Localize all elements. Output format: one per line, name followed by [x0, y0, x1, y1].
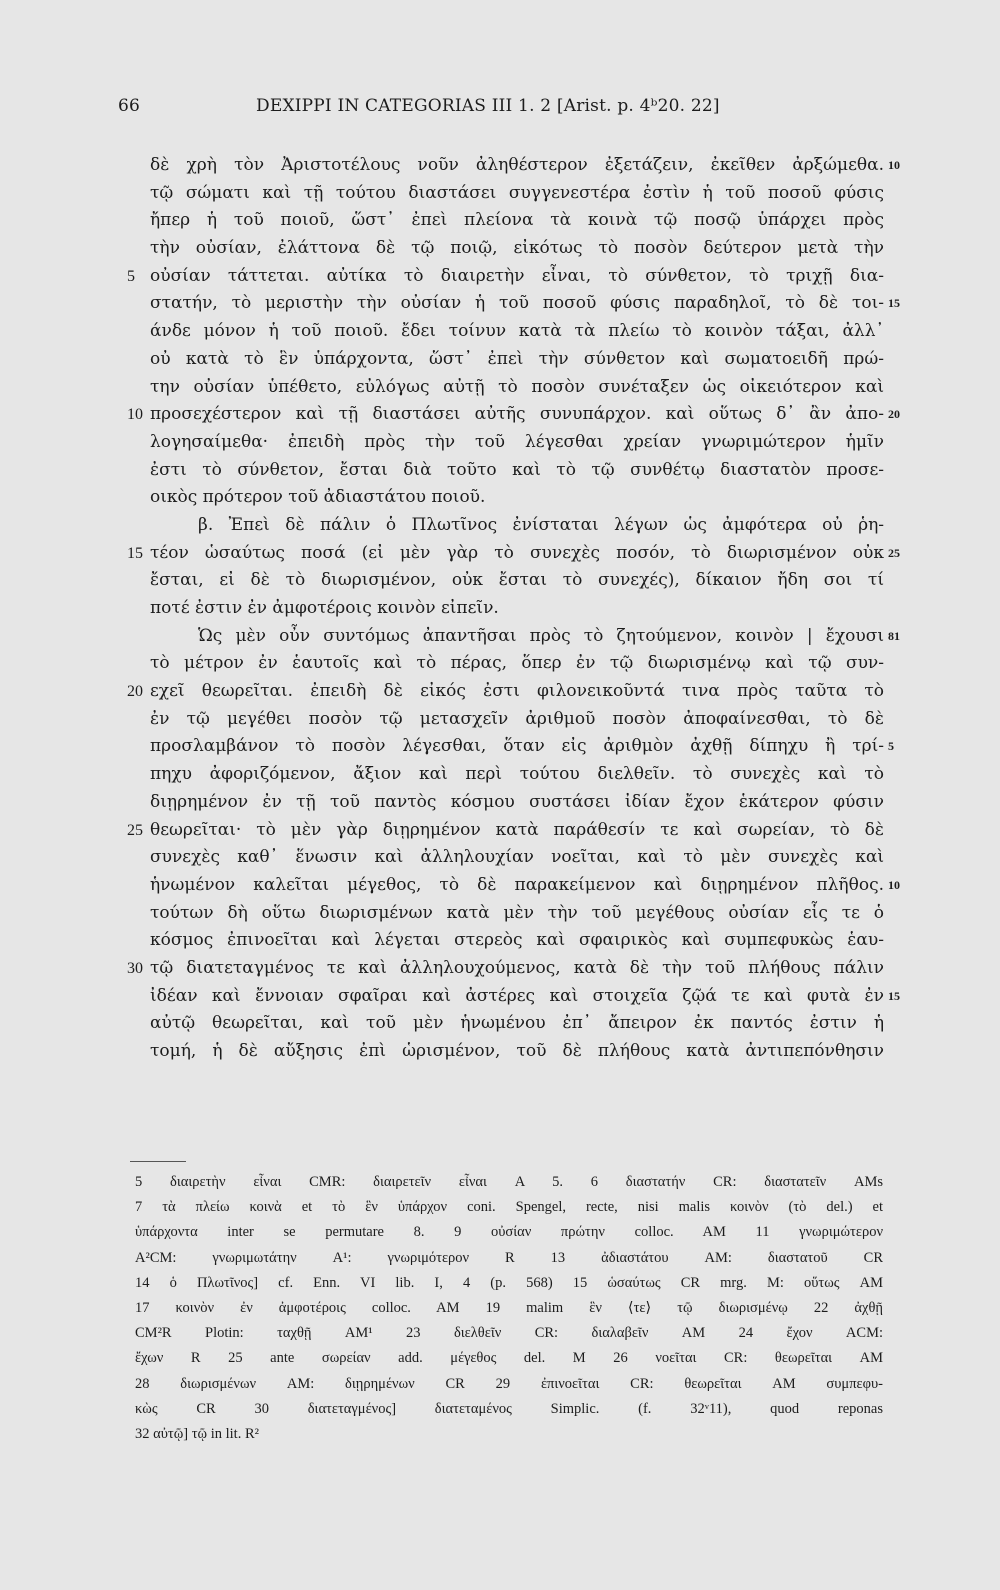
text-line: [0, 457, 1000, 485]
text-line: [0, 1038, 1000, 1066]
line-number: 20: [127, 683, 143, 701]
text-line: [0, 706, 1000, 734]
line-text: διῃρημένον ἐν τῇ τοῦ παντὸς κόσμου συστάσει ἰδίαν ἔχον ἑκάτερον φύσιν: [150, 791, 884, 812]
footnote-separator: [130, 1161, 186, 1162]
margin-reference: 10: [888, 877, 900, 892]
apparatus-line: ὑπάρχοντα inter se permutare 8. 9 οὐσίαν πρώτην colloc. AM 11 γνωριμώτερον: [135, 1224, 883, 1241]
line-text: δὲ χρὴ τὸν Ἀριστοτέλους νοῦν ἀληθέστερον ἐξετάζειν, ἐκεῖθεν ἀρξώμεθα.: [150, 155, 884, 175]
line-number: 30: [127, 959, 143, 977]
margin-reference: 25: [888, 545, 900, 560]
line-text: ἐστι τὸ σύνθετον, ἔσται διὰ τοῦτο καὶ τὸ τῷ συνθέτῳ διαστατὸν προσε-: [150, 459, 884, 480]
margin-reference: 20: [888, 407, 900, 422]
line-text: οὐ κατὰ τὸ ἓν ὑπάρχοντα, ὥστ᾽ ἐπεὶ τὴν σύνθετον καὶ σωματοειδῆ πρώ-: [150, 348, 884, 369]
apparatus-line: 5 διαιρετὴν εἶναι CMR: διαιρετεῖν εἶναι A 5. 6 διαστατήν CR: διαστατεῖν AMs: [135, 1174, 883, 1190]
apparatus-line: κὼς CR 30 διατεταγμένος] διατεταμένος Simplic. (f. 32ᵛ11), quod reponas: [135, 1400, 883, 1417]
margin-reference: 10: [888, 158, 900, 172]
text-line: [0, 346, 1000, 374]
text-line: [0, 678, 1000, 706]
text-line: [0, 567, 1000, 595]
apparatus-line: 17 κοινὸν ἐν ἀμφοτέροις colloc. AM 19 malim ἓν ⟨τε⟩ τῷ διωρισμένῳ 22 ἀχθῇ: [135, 1300, 883, 1316]
text-line: [0, 983, 1000, 1011]
line-text: προσλαμβάνον τὸ ποσὸν λέγεσθαι, ὅταν εἰς ἀριθμὸν ἀχθῇ δίπηχυ ἢ τρί-: [150, 736, 884, 757]
text-line: [0, 263, 1000, 291]
text-line: [0, 872, 1000, 900]
line-text: τὴν οὐσίαν, ἐλάττονα δὲ τῷ ποιῷ, εἰκότως τὸ ποσὸν δεύτερον μετὰ τὴν: [150, 238, 884, 259]
apparatus-line: 32 αὐτῷ] τῷ in lit. R²: [135, 1426, 259, 1442]
apparatus-line: A²CM: γνωριμωτάτην A¹: γνωριμότερον R 13 ἀδιαστάτου AM: διαστατοῦ CR: [135, 1249, 883, 1266]
text-line: [0, 374, 1000, 402]
line-text: β. Ἐπεὶ δὲ πάλιν ὁ Πλωτῖνος ἐνίσταται λέγων ὡς ἀμφότερα οὐ ῥη-: [198, 514, 884, 535]
apparatus-line: 28 διωρισμένων AM: διῃρημένων CR 29 ἐπινοεῖται CR: θεωρεῖται AM συμπεφυ-: [135, 1375, 883, 1392]
line-text: θεωρεῖται· τὸ μὲν γὰρ διῃρημένον κατὰ παράθεσίν τε καὶ σωρείαν, τὸ δὲ: [150, 819, 884, 840]
text-line: [0, 650, 1000, 678]
text-line: [0, 180, 1000, 208]
text-line: [0, 1010, 1000, 1038]
line-text: τέον ὡσαύτως ποσά (εἰ μὲν γὰρ τὸ συνεχὲς ποσόν, τὸ διωρισμένον οὐκ: [150, 542, 884, 563]
line-text: προσεχέστερον καὶ τῇ διαστάσει αὐτῆς συνυπάρχον. καὶ οὕτως δ᾽ ἂν ἀπο-: [150, 404, 884, 425]
text-line: [0, 761, 1000, 789]
line-text: ἡνωμένον καλεῖται μέγεθος, τὸ δὲ παρακείμενον καὶ διῃρημένον πλῆθος.: [150, 874, 884, 895]
text-line: [0, 955, 1000, 983]
margin-reference: 15: [888, 296, 900, 311]
line-text: εχεῖ θεωρεῖται. ἐπειδὴ δὲ εἰκός ἐστι φιλονεικοῦντά τινα πρὸς ταῦτα τὸ: [150, 681, 884, 702]
text-line: [0, 318, 1000, 346]
line-text: την οὐσίαν ὑπέθετο, εὐλόγως αὐτῇ τὸ ποσὸν συνέταξεν ὡς οἰκειότερον καὶ: [150, 376, 884, 397]
text-line: [0, 900, 1000, 928]
text-line: [0, 512, 1000, 540]
line-text: πηχυ ἀφοριζόμενον, ἄξιον καὶ περὶ τούτου διελθεῖν. τὸ συνεχὲς καὶ τὸ: [150, 764, 884, 785]
margin-reference: 81: [888, 628, 900, 643]
text-line: [0, 595, 1000, 623]
text-line: [0, 207, 1000, 235]
text-line: [0, 817, 1000, 845]
apparatus-line: 14 ὁ Πλωτῖνος] cf. Enn. VI lib. I, 4 (p. 568) 15 ὡσαύτως CR mrg. M: οὕτως AM: [135, 1274, 883, 1291]
line-text: οὐσίαν τάττεται. αὐτίκα τὸ διαιρετὴν εἶναι, τὸ σύνθετον, τὸ τριχῇ δια-: [150, 265, 884, 286]
line-text: ἔσται, εἰ δὲ τὸ διωρισμένον, οὐκ ἔσται τὸ συνεχές), δίκαιον ἤδη σοι τί: [150, 570, 884, 591]
line-text: τομή, ἡ δὲ αὔξησις ἐπὶ ὡρισμένον, τοῦ δὲ πλήθους κατὰ ἀντιπεπόνθησιν: [150, 1041, 884, 1061]
text-line: [0, 235, 1000, 263]
text-line: [0, 733, 1000, 761]
line-text: συνεχὲς καθ᾽ ἕνωσιν καὶ ἀλληλουχίαν νοεῖται, καὶ τὸ μὲν συνεχὲς καὶ: [150, 847, 884, 868]
line-number: 10: [127, 406, 143, 424]
line-text: στατήν, τὸ μεριστὴν τὴν οὐσίαν ἡ τοῦ ποσοῦ φύσις παραδηλοῖ, τὸ δὲ τοι-: [150, 293, 884, 314]
line-text: άνδε μόνον ἡ τοῦ ποιοῦ. ἔδει τοίνυν κατὰ τὰ πλείω τὸ κοινὸν τάξαι, ἀλλ᾽: [150, 321, 884, 342]
page-number: 66: [118, 96, 141, 116]
text-line: [0, 484, 1000, 512]
text-line: [0, 540, 1000, 568]
text-line: [0, 844, 1000, 872]
line-text: αὐτῷ θεωρεῖται, καὶ τοῦ μὲν ἡνωμένου ἐπ᾽ ἄπειρον ἐκ παντός ἐστιν ἡ: [150, 1013, 884, 1034]
text-line: [0, 152, 1000, 180]
text-line: [0, 623, 1000, 651]
line-text: τὸ μέτρον ἐν ἑαυτοῖς καὶ τὸ πέρας, ὅπερ ἐν τῷ διωρισμένῳ καὶ τῷ συν-: [150, 653, 884, 674]
line-number: 25: [127, 821, 143, 839]
main-text: [0, 152, 1000, 1066]
line-text: ἤπερ ἡ τοῦ ποιοῦ, ὥστ᾽ ἐπεὶ πλείονα τὰ κοινὰ τῷ ποσῷ ὑπάρχει πρὸς: [150, 210, 884, 231]
line-text: τῷ διατεταγμένος τε καὶ ἀλληλουχούμενος, κατὰ δὲ τὴν τοῦ πλήθους πάλιν: [150, 957, 884, 978]
line-text: τῷ σώματι καὶ τῇ τούτου διαστάσει συγγενεστέρα ἐστὶν ἡ τοῦ ποσοῦ φύσις: [150, 182, 884, 203]
apparatus-line: 7 τὰ πλείω κοινὰ et τὸ ἓν ὑπάρχον coni. Spengel, recte, nisi malis κοινὸν (τὸ del.) et: [135, 1199, 883, 1216]
line-text: ἰδέαν καὶ ἔννοιαν σφαῖραι καὶ ἀστέρες καὶ στοιχεῖα ζῷά τε καὶ φυτὰ ἐν: [150, 985, 884, 1006]
text-line: [0, 429, 1000, 457]
margin-reference: 15: [888, 988, 900, 1003]
running-title: DEXIPPI IN CATEGORIAS III 1. 2 [Arist. p. 4ᵇ20. 22]: [256, 96, 720, 116]
line-text: ποτέ ἐστιν ἐν ἀμφοτέροις κοινὸν εἰπεῖν.: [150, 598, 499, 618]
text-line: [0, 401, 1000, 429]
line-text: λογησαίμεθα· ἐπειδὴ πρὸς τὴν τοῦ λέγεσθαι χρείαν γνωριμώτερον ἡμῖν: [150, 431, 884, 452]
line-number: 5: [127, 267, 135, 285]
apparatus-line: CM²R Plotin: ταχθῇ AM¹ 23 διελθεῖν CR: διαλαβεῖν AM 24 ἔχον ACM:: [135, 1325, 883, 1342]
text-line: [0, 789, 1000, 817]
text-line: [0, 290, 1000, 318]
line-text: τούτων δὴ οὕτω διωρισμένων κατὰ μὲν τὴν τοῦ μεγέθους οὐσίαν εἷς τε ὁ: [150, 902, 884, 923]
line-number: 15: [127, 544, 143, 562]
page-header: [118, 96, 764, 122]
apparatus-line: ἔχων R 25 ante σωρείαν add. μέγεθος del. M 26 νοεῖται CR: θεωρεῖται AM: [135, 1350, 883, 1367]
margin-reference: 5: [888, 739, 894, 754]
line-text: κόσμος ἐπινοεῖται καὶ λέγεται στερεὸς καὶ σφαιρικὸς καὶ συμπεφυκὼς ἑαυ-: [150, 930, 884, 951]
line-text: Ὡς μὲν οὖν συντόμως ἀπαντῆσαι πρὸς τὸ ζητούμενον, κοινὸν | ἔχουσι: [198, 625, 884, 646]
line-text: ἐν τῷ μεγέθει ποσὸν τῷ μετασχεῖν ἀριθμοῦ ποσὸν ἀποφαίνεσθαι, τὸ δὲ: [150, 708, 884, 729]
text-line: [0, 927, 1000, 955]
line-text: οικὸς πρότερον τοῦ ἀδιαστάτου ποιοῦ.: [150, 487, 486, 508]
